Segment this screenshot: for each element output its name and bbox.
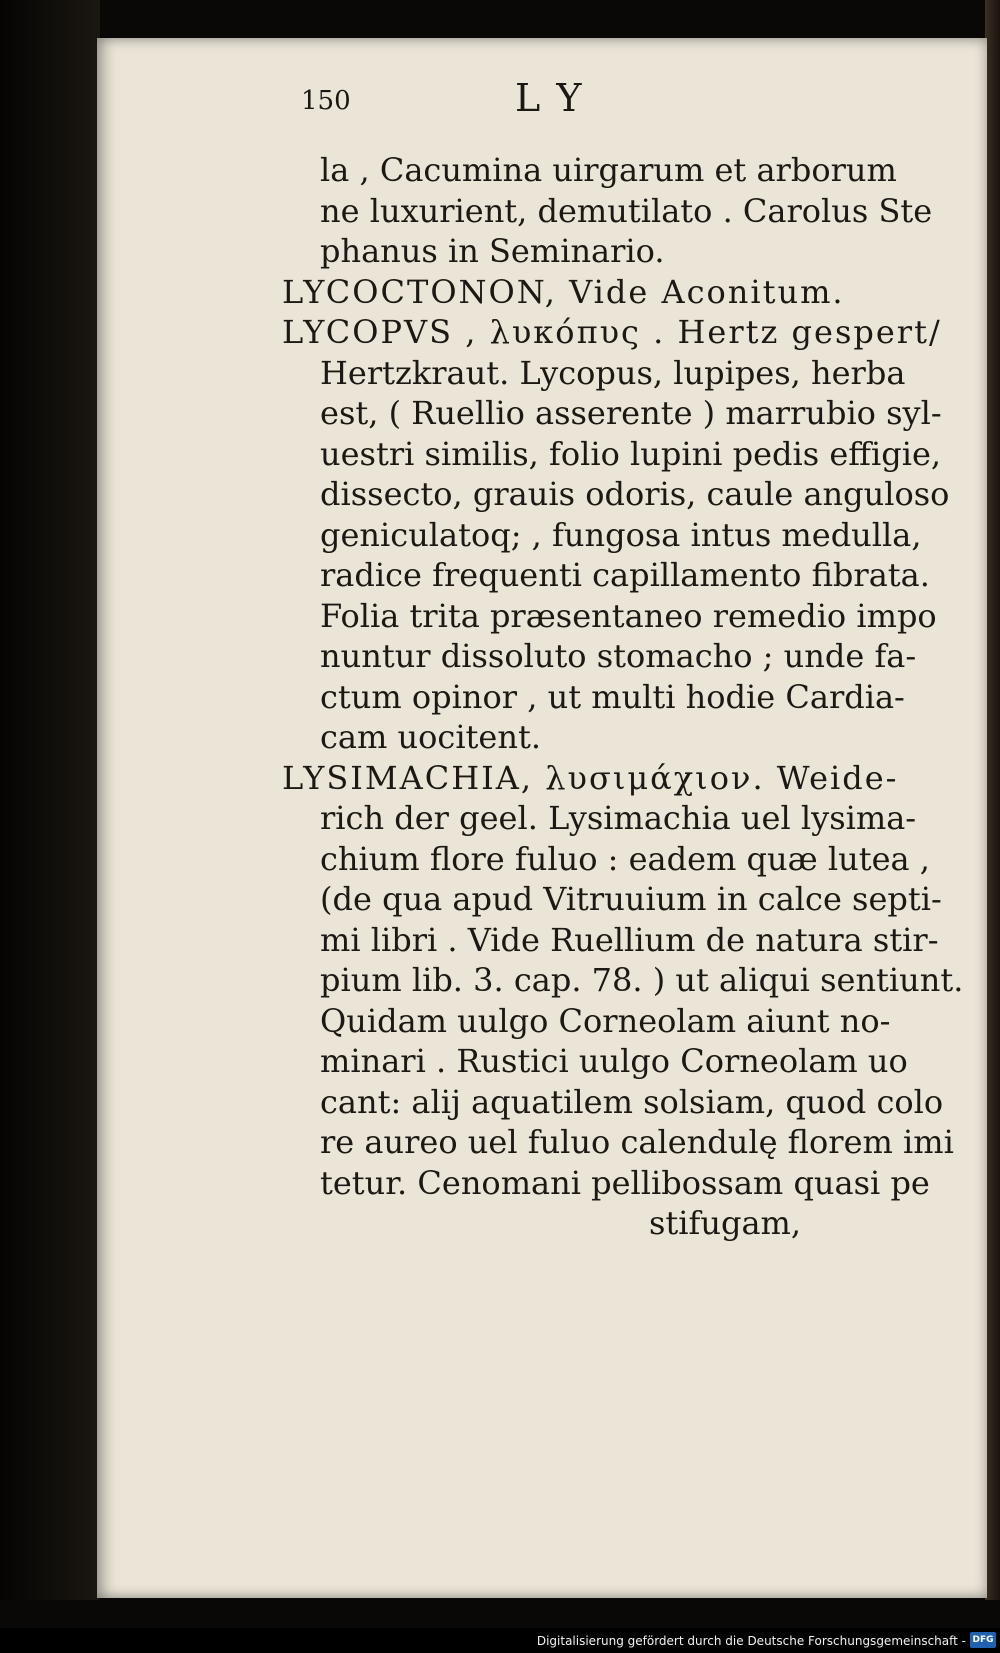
- page-edge: [985, 0, 1000, 1600]
- text-line: mi libri . Vide Ruellium de natura stir-: [320, 920, 939, 959]
- text-line: ne luxurient, demutilato . Carolus Ste: [320, 191, 933, 230]
- body-text: [282, 150, 964, 1244]
- text-line: cam uocitent.: [320, 718, 541, 756]
- page-number: 150: [301, 86, 351, 116]
- text-line: cant: alij aquatilem solsiam, quod colo: [320, 1082, 944, 1121]
- running-head: L Y: [515, 76, 584, 120]
- digitization-credit: Digitalisierung gefördert durch die Deutsche Forschungsgemeinschaft -: [536, 1634, 966, 1648]
- dfg-logo: DFG: [970, 1632, 996, 1648]
- text-line: uestri similis, folio lupini pedis effigie,: [320, 434, 942, 473]
- text-line: dissecto, grauis odoris, caule anguloso: [320, 475, 950, 513]
- book-binding-shadow: [0, 0, 100, 1600]
- text-line: Hertzkraut. Lycopus, lupipes, herba: [320, 353, 906, 392]
- text-line: re aureo uel fuluo calendulę florem imi: [320, 1123, 954, 1161]
- entry-headword-lycoctonon: LYCOCTONON, Vide Aconitum.: [282, 272, 845, 311]
- text-line: la , Cacumina uirgarum et arborum: [320, 151, 897, 189]
- text-line: minari . Rustici uulgo Corneolam uo: [320, 1042, 908, 1080]
- page-header: [301, 76, 901, 126]
- text-line: est, ( Ruellio asserente ) marrubio syl-: [320, 394, 942, 432]
- text-line: Quidam uulgo Corneolam aiunt no-: [320, 1001, 891, 1040]
- text-line: (de qua apud Vitruuium in calce septi-: [320, 880, 942, 918]
- text-line: phanus in Seminario.: [320, 232, 665, 270]
- entry-headword-lysimachia: LYSIMACHIA, λυσιμάχιον. Weide-: [282, 758, 899, 797]
- entry-headword-lycopus: LYCOPVS , λυκόπυς . Hertz gespert/: [282, 313, 942, 351]
- text-line: rich der geel. Lysimachia uel lysima-: [320, 799, 917, 837]
- text-line: chium flore fuluo : eadem quæ lutea ,: [320, 839, 930, 878]
- text-line: tetur. Cenomani pellibossam quasi pe: [320, 1163, 930, 1202]
- text-line: ctum opinor , ut multi hodie Cardia-: [320, 677, 905, 716]
- text-line: geniculatoq; , fungosa intus medulla,: [320, 515, 922, 554]
- text-line: radice frequenti capillamento fibrata.: [320, 556, 930, 594]
- catchword: stifugam,: [649, 1204, 802, 1242]
- text-line: Folia trita præsentaneo remedio impo: [320, 596, 937, 635]
- text-line: pium lib. 3. cap. 78. ) ut aliqui sentiunt.: [320, 961, 964, 999]
- text-line: nuntur dissoluto stomacho ; unde fa-: [320, 637, 917, 675]
